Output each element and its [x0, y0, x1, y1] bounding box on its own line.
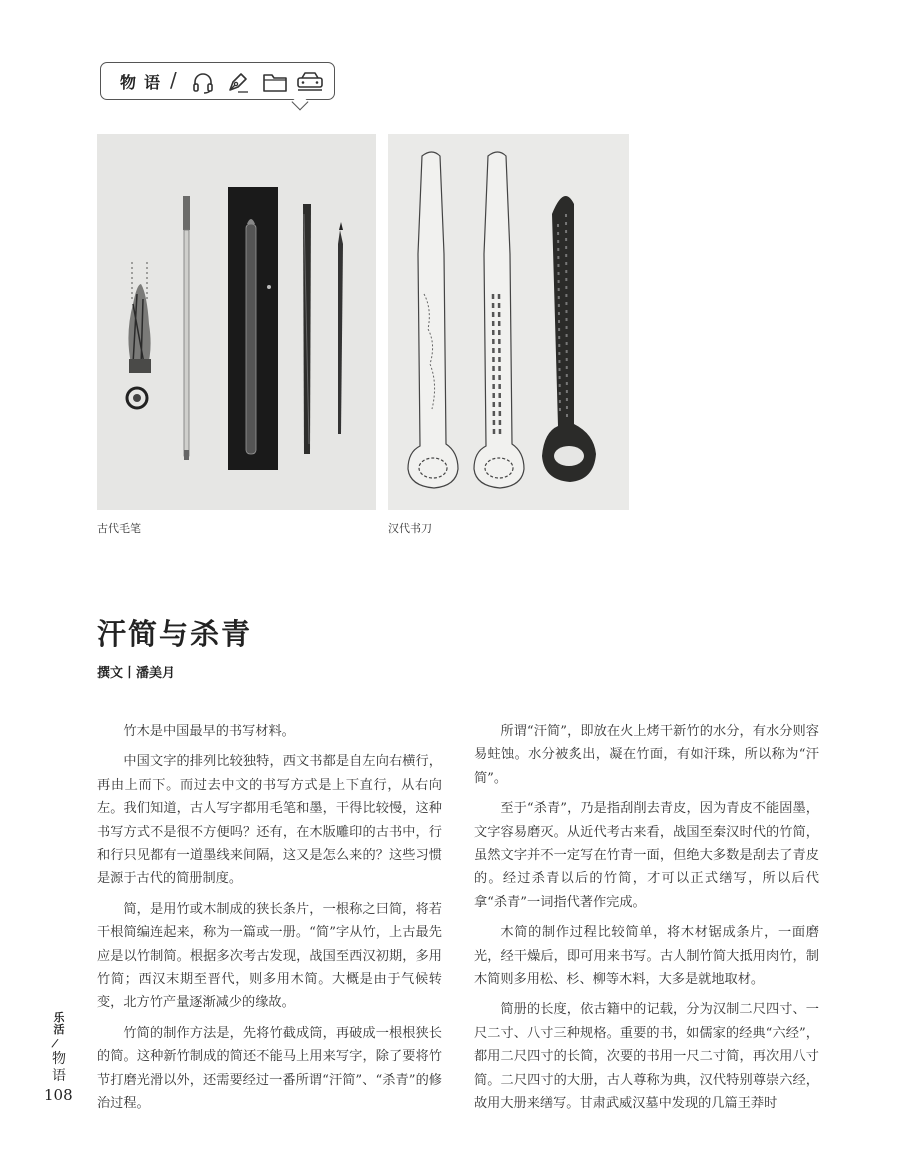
section-divider: / [170, 68, 177, 92]
paragraph: 简册的长度，依古籍中的记载，分为汉制二尺四寸、一尺二寸、八寸三种规格。重要的书，如儒家的经典“六经”，都用二尺四寸的长简，次要的书用一尺二寸简，再次用八寸简。二尺四寸的大册，古人尊称为典，汉代特别尊崇六经，故用大册来缮写。甘肃武威汉墓中发现的几篇王莽时 [474, 1002, 819, 1112]
headphones-icon [191, 70, 215, 94]
paragraph: 简，是用竹或木制成的狭长条片，一根称之曰简，将若干根简编连起来，称为一篇或一册。“简”字从竹，上古最先应是以竹制简。根据多次考古发现，战国至西汉初期，多用竹简；西汉末期至晋代，则多用木简。大概是由于气候转变，北方竹产量逐渐减少的缘故。 [97, 901, 442, 1011]
page-number: 108 [44, 1086, 73, 1104]
folder-icon [262, 70, 288, 94]
paragraph: 至于“杀青”，乃是指刮削去青皮，因为青皮不能固墨，文字容易磨灭。从近代考古来看，战国至秦汉时代的竹简，虽然文字并不一定写在竹青一面，但绝大多数是刮去了青皮的。经过杀青以后的竹简，才可以正式缮写，所以后代拿“杀青”一词指代著作完成。 [474, 801, 819, 910]
pen-nib-icon [226, 70, 250, 94]
han-book-knife-photo [388, 134, 629, 510]
right-figure-caption: 汉代书刀 [388, 522, 432, 535]
paragraph: 木简的制作过程比较简单，将木材锯成条片，一面磨光，经干燥后，即可用来书写。古人制竹简大抵用肉竹，制木简则多用松、杉、柳等木料，大多是就地取材。 [474, 925, 819, 988]
article-title: 汗简与杀青 [97, 617, 253, 651]
left-figure-caption: 古代毛笔 [97, 522, 141, 535]
paragraph: 所谓“汗简”，即放在火上烤干新竹的水分，有水分则容易蛀蚀。水分被炙出，凝在竹面，有如汗珠，所以称为“汗简”。 [474, 724, 819, 786]
section-title: 物语 [120, 73, 169, 92]
folio-section: 乐活 [53, 1011, 65, 1036]
folio-name: 物语 [52, 1051, 66, 1084]
left-text-column [97, 720, 442, 1123]
car-icon [296, 70, 324, 94]
ancient-brush-photo [97, 134, 376, 510]
right-text-column [474, 720, 819, 1123]
paragraph: 中国文字的排列比较独特，西文书都是自左向右横行，再由上而下。而过去中文的书写方式是上下直行，从右向左。我们知道，古人写字都用毛笔和墨，干得比较慢，这种书写方式不是很不方便吗？还有，在木版雕印的古书中，行和行只见都有一道墨线来间隔，这又是怎么来的？这些习惯是源于古代的简册制度。 [97, 754, 442, 887]
paragraph: 竹木是中国最早的书写材料。 [123, 724, 295, 739]
paragraph: 竹简的制作方法是，先将竹截成筒，再破成一根根狭长的简。这种新竹制成的简还不能马上用来写字，除了要将竹节打磨光滑以外，还需要经过一番所谓“汗简”、“杀青”的修治过程。 [97, 1025, 442, 1112]
article-byline: 撰文丨潘美月 [97, 666, 176, 681]
folio-slash: / [50, 1035, 60, 1051]
